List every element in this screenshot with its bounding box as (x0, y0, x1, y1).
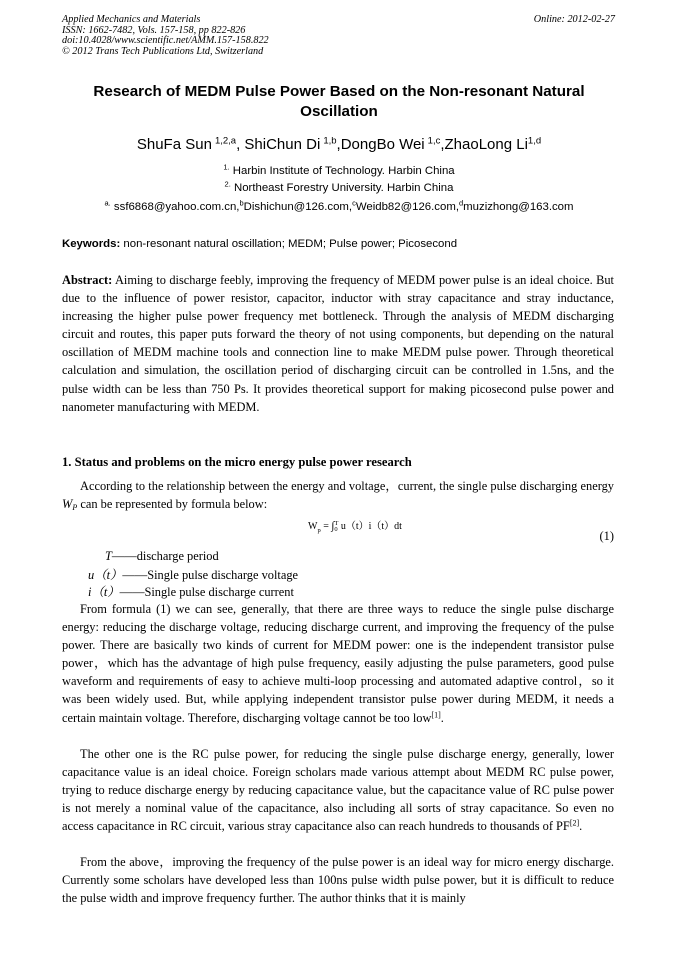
symbol-name: T (105, 549, 112, 563)
copyright-line: © 2012 Trans Tech Publications Ltd, Switzerland (62, 45, 264, 57)
symbol-definition (88, 583, 294, 601)
paragraph-3 (62, 745, 614, 835)
energy-symbol: W (62, 497, 73, 512)
affiliation-1 (62, 164, 616, 178)
symbol-definition (105, 547, 219, 565)
author-separator: , (440, 136, 445, 153)
paragraph-text: can be represented by formula below: (80, 497, 268, 512)
author-affil-marker: 1,2,a (214, 135, 237, 147)
author-separator: , (336, 136, 341, 153)
symbol-description: ——Single pulse discharge current (119, 585, 294, 599)
affiliation-text: Northeast Forestry University. Harbin China (233, 182, 454, 194)
author-name: DongBo Wei (340, 136, 425, 153)
paragraph-end: . (579, 819, 583, 834)
energy-subscript: P (72, 503, 78, 513)
author-name: ShiChun Di (244, 136, 321, 153)
journal-name: Applied Mechanics and Materials (62, 14, 201, 25)
paragraph-text: The other one is the RC pulse power, for reducing the single pulse discharge energy, generally, lower capacitance value is an ideal choice. Foreign scholars made various attempt about MEDM RC pulse power, trying to reduce discharge energy by reducing capacitance value, but the capacitance value of RC pulse power is not merely a nominal value of the capacitance, also including all sorts of stray capacitance. So even no access capacitance in RC circuit, various stray capacitance also can reach hundreds to thousands of PF (62, 747, 614, 834)
journal-header (62, 15, 269, 57)
section-heading: 1. Status and problems on the micro energy pulse power research (62, 455, 412, 469)
paragraph-2 (62, 600, 614, 727)
integral-upper: T (334, 519, 339, 527)
email-link[interactable]: muzizhong@163.com (463, 201, 574, 213)
symbol-description: ——Single pulse discharge voltage (122, 568, 299, 582)
integral-limits (334, 521, 338, 533)
author-separator: , (236, 136, 245, 153)
paragraph-text: From the above，improving the frequency of the pulse power is an ideal way for micro energy discharge. Currently some scholars have developed less than 100ns pulse width pulse power, but it is difficult to reduce the pulse width and improve frequency further. The author thinks that it is mainly (62, 855, 614, 906)
keywords-label: Keywords: (62, 238, 121, 250)
paper-title: Research of MEDM Pulse Power Based on the Non-resonant Natural Oscillation (93, 83, 585, 120)
email-link[interactable]: ssf6868@yahoo.com.cn, (113, 201, 240, 213)
formula-equals: = (323, 521, 329, 532)
email-link[interactable]: Dishichun@126.com, (243, 201, 353, 213)
email-marker: d (459, 198, 464, 208)
issn-line: ISSN: 1662-7482, Vols. 157-158, pp 822-826 (62, 24, 246, 36)
symbol-name: u（t） (88, 568, 123, 582)
affiliation-2 (62, 181, 616, 195)
doi-line: doi:10.4028/www.scientific.net/AMM.157-158.822 (62, 35, 269, 46)
formula-lhs-subscript: p (317, 527, 321, 534)
citation[interactable]: [1] (431, 710, 441, 720)
email-marker: a. (104, 198, 111, 208)
keywords-text: non-resonant natural oscillation; MEDM; Pulse power; Picosecond (123, 238, 458, 250)
energy-variable (62, 497, 77, 511)
symbol-definition (88, 566, 298, 584)
author-name: ShuFa Sun (136, 136, 212, 153)
formula-lhs: W (308, 521, 318, 532)
affiliation-marker: 2. (224, 179, 231, 189)
symbol-name: i（t） (88, 585, 120, 599)
paragraph-end: . (440, 710, 444, 725)
email-marker: c (352, 198, 356, 208)
equation-number: (1) (599, 529, 614, 543)
keywords (62, 237, 616, 251)
formula-body: u（t）i（t）dt (340, 521, 402, 532)
paragraph-text: From formula (1) we can see, generally, that there are three ways to reduce the single pulse discharge energy: reducing the discharge voltage, reducing discharge current, and improving the frequency of the pulse power. There are basically two kinds of current for MEDM power: one is the independent transistor pulse power，which has the advantage of high pulse frequency, easily adjusting the pulse parameters, good pulse waveform and requirements of easy to achieve multi-loop processing and automated adaptive control，so it was been widely used. But, while applying independent transistor pulse power during MEDM, it needs a certain maintain voltage. Therefore, discharging voltage cannot be too low (62, 602, 614, 725)
author-list (62, 135, 616, 155)
affiliation-marker: 1. (223, 162, 230, 172)
equation-1 (308, 518, 402, 539)
author-affil-marker: 1,c (427, 135, 441, 147)
email-line (62, 200, 616, 214)
email-marker: b (239, 198, 244, 208)
affiliation-text: Harbin Institute of Technology. Harbin China (232, 165, 455, 177)
paragraph-4 (62, 853, 614, 907)
author-affil-marker: 1,b (323, 135, 337, 147)
integral-lower: 0 (334, 525, 338, 533)
online-date: Online: 2012-02-27 (533, 14, 615, 25)
email-link[interactable]: Weidb82@126.com, (355, 201, 459, 213)
abstract-text: Aiming to discharge feebly, improving the frequency of MEDM power pulse is an ideal choice. But due to the influence of power resistor, capacitor, inductor with stray capacitance and stray inductance, increasing the higher pulse power frequency met bottleneck. Through the analysis of MEDM discharging circuit and routes, this paper puts forward the theory of not using components, but depending on the natural oscillation of MEDM machine tools and connection line to make MEDM pulse power. Through theoretical calculation and simulation, the oscillation period of discharging circuit can be controlled in 1.5ns, and the pulse width can be less than 750 Ps. It provides theoretical support for making picosecond pulse power and nanometer manufacturing with MEDM. (62, 273, 615, 414)
integral-sign: ∫ (331, 520, 335, 532)
paragraph-1 (62, 477, 614, 517)
author-name: ZhaoLong Li (444, 136, 528, 153)
abstract (62, 271, 614, 416)
citation[interactable]: [2] (569, 818, 580, 828)
paragraph-text: According to the relationship between the energy and voltage，current, the single pulse discharging energy (80, 479, 614, 493)
abstract-label: Abstract: (62, 273, 113, 287)
symbol-description: ——discharge period (111, 549, 219, 563)
author-affil-marker: 1,d (527, 135, 542, 147)
